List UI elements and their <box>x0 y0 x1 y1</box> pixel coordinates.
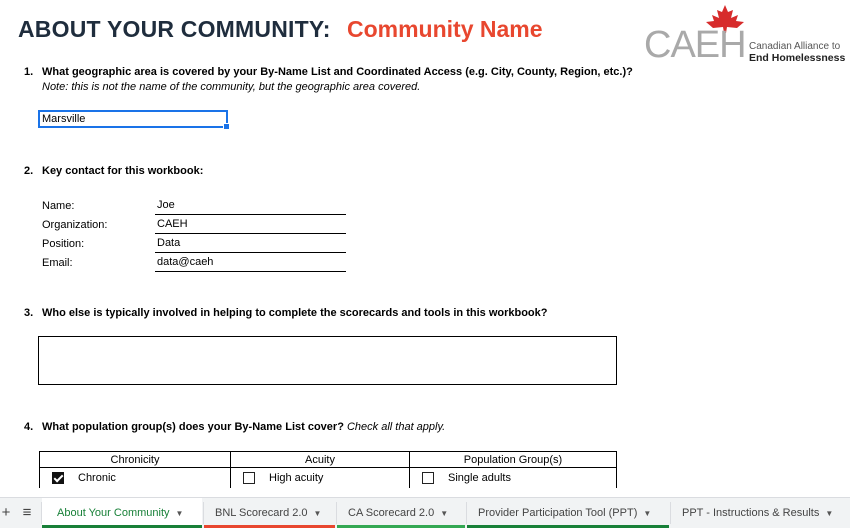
caeh-logo <box>644 4 850 64</box>
single-adults-cell <box>410 468 617 489</box>
tab-ppt-instructions-results[interactable] <box>671 498 846 528</box>
tab-provider-participation-tool[interactable] <box>467 498 669 528</box>
table-row <box>40 468 617 489</box>
q2-text: Key contact for this workbook: <box>42 165 204 177</box>
contact-email-label: Email: <box>42 257 73 269</box>
others-involved-input[interactable] <box>38 336 617 385</box>
chronic-checkbox[interactable] <box>52 472 64 484</box>
tab-about-your-community[interactable] <box>42 498 202 528</box>
high-acuity-label: High acuity <box>269 472 324 484</box>
contact-email-field[interactable]: data@caeh <box>155 255 346 272</box>
chronic-label: Chronic <box>78 472 116 484</box>
geographic-area-value: Marsville <box>42 113 86 125</box>
q3-number: 3. <box>24 307 34 319</box>
q1-text: What geographic area is covered by your By-Name List and Coordinated Access (e.g. City, County, Region, etc.)? <box>42 66 633 78</box>
single-adults-option[interactable] <box>410 468 616 488</box>
community-name-heading: Community Name <box>347 16 543 42</box>
tab-ca-scorecard[interactable] <box>337 498 465 528</box>
chevron-down-icon[interactable]: ▼ <box>643 509 652 518</box>
population-groups-table <box>39 451 617 488</box>
q4-note: Check all that apply. <box>346 421 446 433</box>
chronic-option[interactable] <box>40 468 230 488</box>
logo-letters: CAEH <box>644 24 746 66</box>
chevron-down-icon[interactable]: ▼ <box>313 509 322 518</box>
tab-label: Provider Participation Tool (PPT) <box>478 507 638 519</box>
q4-text <box>42 421 445 433</box>
logo-line-1: Canadian Alliance to <box>749 41 841 52</box>
table-header-row <box>40 452 617 468</box>
chevron-down-icon[interactable]: ▼ <box>825 509 834 518</box>
q4-question: What population group(s) does your By-Name List cover? <box>42 421 344 433</box>
contact-organization-label: Organization: <box>42 219 108 231</box>
single-adults-checkbox[interactable] <box>422 472 434 484</box>
chronic-cell <box>40 468 231 489</box>
contact-position-field[interactable]: Data <box>155 236 346 253</box>
q2-number: 2. <box>24 165 34 177</box>
add-sheet-icon[interactable]: + <box>1 504 11 521</box>
q1-number: 1. <box>24 66 34 78</box>
sheet-tab-bar <box>0 497 850 528</box>
contact-name-field[interactable]: Joe <box>155 198 346 215</box>
tab-label: PPT - Instructions & Results <box>682 507 820 519</box>
tab-label: About Your Community <box>57 507 170 519</box>
chevron-down-icon[interactable]: ▼ <box>175 509 184 518</box>
logo-line-2: End Homelessness <box>749 52 846 64</box>
tab-bnl-scorecard[interactable] <box>204 498 335 528</box>
column-header-acuity: Acuity <box>231 452 410 468</box>
q3-text: Who else is typically involved in helping to complete the scorecards and tools in this workbook? <box>42 307 548 319</box>
contact-position-label: Position: <box>42 238 85 250</box>
q1-note: Note: this is not the name of the community, but the geographic area covered. <box>42 81 421 93</box>
high-acuity-option[interactable] <box>231 468 409 488</box>
q4-number: 4. <box>24 421 34 433</box>
all-sheets-menu-icon[interactable]: ≡ <box>22 504 32 521</box>
geographic-area-cell[interactable] <box>38 110 228 128</box>
tab-label: CA Scorecard 2.0 <box>348 507 435 519</box>
contact-organization-field[interactable]: CAEH <box>155 217 346 234</box>
chevron-down-icon[interactable]: ▼ <box>440 509 449 518</box>
contact-name-label: Name: <box>42 200 75 212</box>
page-title: ABOUT YOUR COMMUNITY: <box>18 16 331 42</box>
column-header-population-groups: Population Group(s) <box>410 452 617 468</box>
high-acuity-cell <box>231 468 410 489</box>
tab-label: BNL Scorecard 2.0 <box>215 507 308 519</box>
cell-fill-handle[interactable] <box>223 123 230 130</box>
column-header-chronicity: Chronicity <box>40 452 231 468</box>
single-adults-label: Single adults <box>448 472 511 484</box>
high-acuity-checkbox[interactable] <box>243 472 255 484</box>
